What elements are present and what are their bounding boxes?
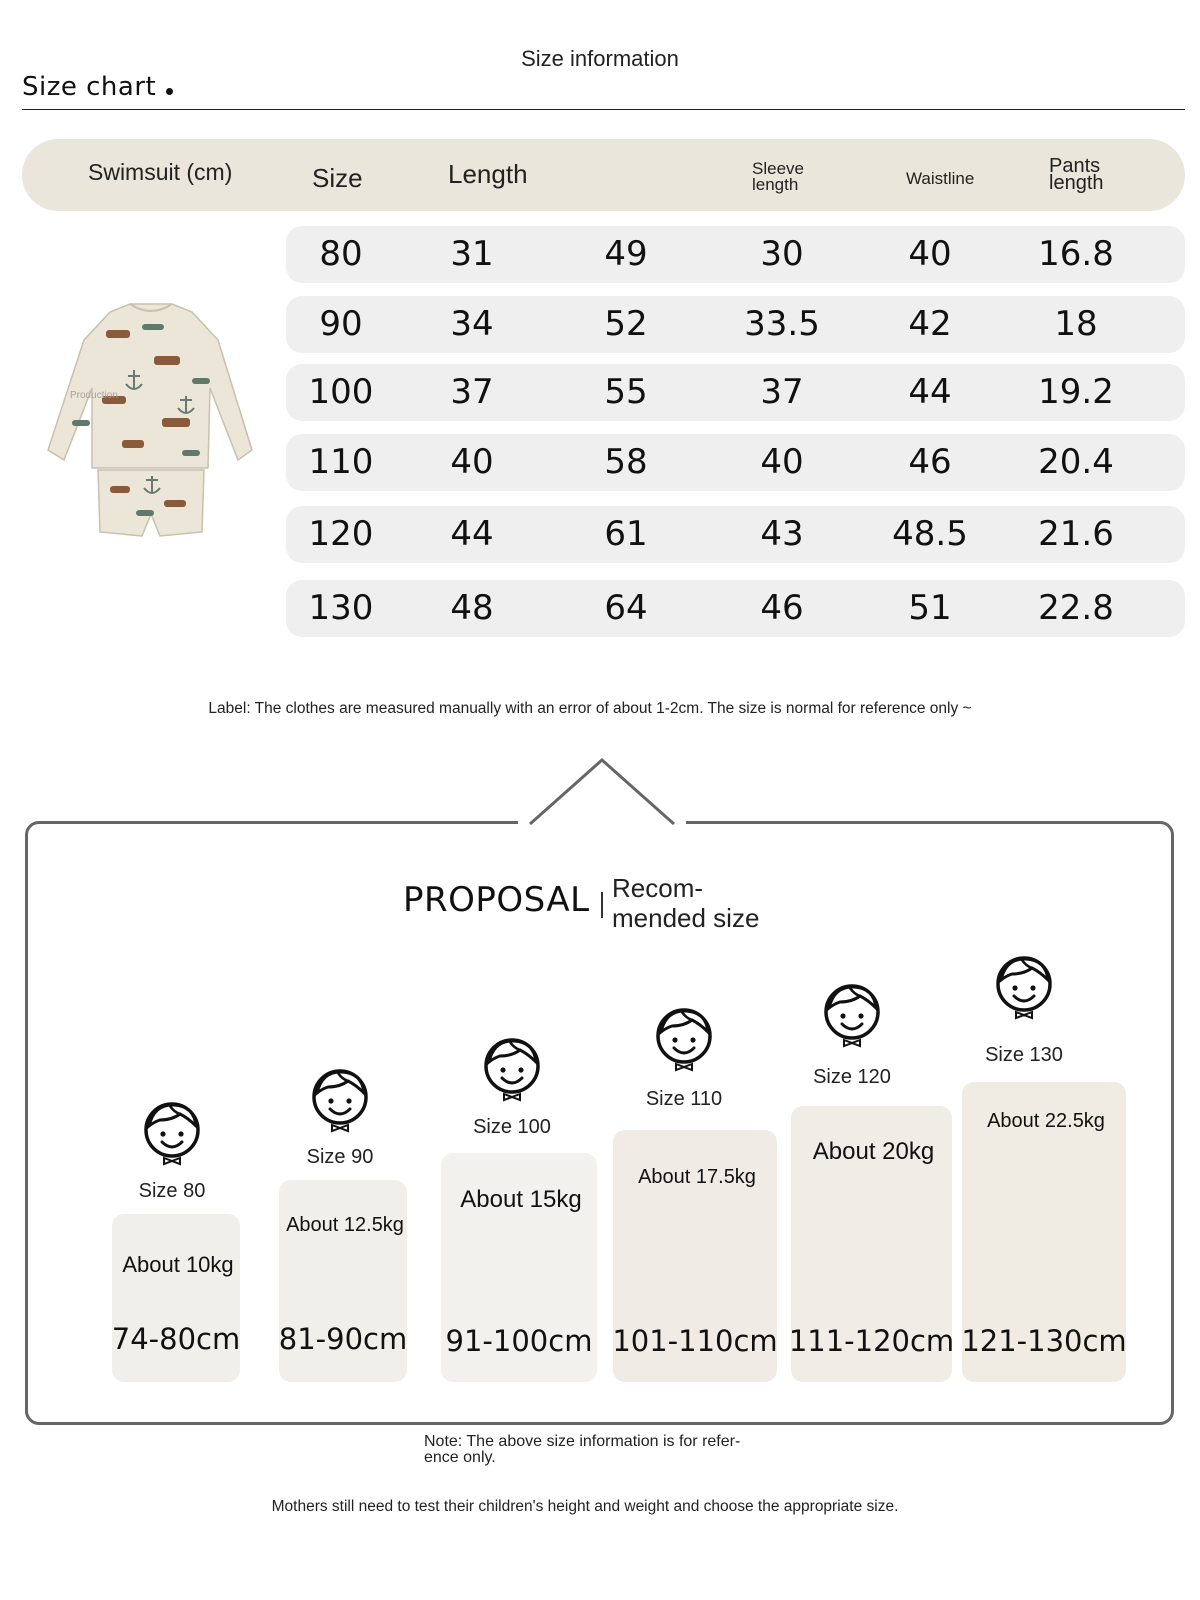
- size-card: [112, 1214, 240, 1382]
- header-swimsuit: Swimsuit (cm): [88, 159, 233, 185]
- reference-note: Note: The above size information is for refer- ence only.: [424, 1433, 741, 1466]
- section-title: Size chart: [22, 72, 157, 102]
- child-face-icon: [308, 1065, 372, 1133]
- child-face-icon: [652, 1004, 716, 1072]
- table-cell: 48: [450, 588, 494, 628]
- proposal-title: PROPOSAL: [403, 880, 590, 920]
- height-range-text: 101-110cm: [612, 1324, 778, 1358]
- table-row: [286, 434, 1185, 491]
- watermark-text: Production: [70, 390, 118, 401]
- table-cell: 20.4: [1038, 442, 1114, 482]
- weight-text: About 15kg: [460, 1186, 582, 1213]
- title-separator: [601, 892, 603, 918]
- header-waistline: Waistline: [906, 169, 975, 188]
- divider: [22, 109, 1185, 110]
- table-cell: 49: [604, 234, 648, 274]
- weight-text: About 10kg: [122, 1252, 234, 1277]
- table-cell: 37: [450, 372, 494, 412]
- height-range-text: 74-80cm: [111, 1322, 241, 1356]
- table-cell: 31: [450, 234, 494, 274]
- child-face-icon: [140, 1098, 204, 1166]
- table-cell: 61: [604, 514, 648, 554]
- table-cell: 55: [604, 372, 648, 412]
- weight-text: About 12.5kg: [286, 1214, 404, 1236]
- table-row: [286, 580, 1185, 637]
- table-cell: 64: [604, 588, 648, 628]
- size-label: Size 130: [985, 1044, 1063, 1066]
- child-face-icon: [992, 952, 1056, 1020]
- table-cell: 34: [450, 304, 494, 344]
- table-cell: 90: [319, 304, 363, 344]
- table-header: [22, 139, 1185, 211]
- table-cell: 21.6: [1038, 514, 1114, 554]
- size-label: Size 90: [306, 1146, 374, 1168]
- table-row: [286, 364, 1185, 421]
- table-cell: 43: [760, 514, 804, 554]
- height-range-text: 91-100cm: [445, 1324, 593, 1358]
- table-cell: 130: [308, 588, 374, 628]
- table-cell: 52: [604, 304, 648, 344]
- table-row: [286, 226, 1185, 283]
- weight-text: About 17.5kg: [638, 1166, 756, 1188]
- header-pants-length: Pants length: [1049, 155, 1104, 194]
- table-row: [286, 506, 1185, 563]
- table-cell: 42: [908, 304, 952, 344]
- table-cell: 44: [908, 372, 952, 412]
- child-face-icon: [480, 1034, 544, 1102]
- table-cell: 16.8: [1038, 234, 1114, 274]
- proposal-subtitle: Recom- mended size: [612, 873, 760, 933]
- table-cell: 120: [308, 514, 374, 554]
- frame-notch: [510, 758, 694, 828]
- table-cell: 46: [760, 588, 804, 628]
- table-cell: 110: [308, 442, 374, 482]
- height-range-text: 81-90cm: [278, 1322, 408, 1356]
- height-range-text: 111-120cm: [788, 1324, 955, 1358]
- table-cell: 40: [760, 442, 804, 482]
- table-cell: 19.2: [1038, 372, 1114, 412]
- header-size: Size: [312, 163, 363, 193]
- table-cell: 51: [908, 588, 952, 628]
- header-length: Length: [448, 159, 528, 189]
- table-cell: 18: [1054, 304, 1098, 344]
- table-cell: 40: [908, 234, 952, 274]
- bullet-dot: [166, 88, 173, 95]
- header-sleeve-length: Sleeve length: [752, 159, 804, 194]
- child-face-icon: [820, 980, 884, 1048]
- table-cell: 46: [908, 442, 952, 482]
- table-cell: 40: [450, 442, 494, 482]
- table-cell: 30: [760, 234, 804, 274]
- table-cell: 80: [319, 234, 363, 274]
- page-title: Size information: [521, 46, 679, 71]
- advice-note: Mothers still need to test their children's height and weight and choose the appropriate size.: [271, 1498, 899, 1515]
- size-label: Size 100: [473, 1116, 551, 1138]
- swimsuit-illustration: [42, 300, 260, 552]
- table-cell: 37: [760, 372, 804, 412]
- weight-text: About 20kg: [812, 1138, 935, 1165]
- weight-text: About 22.5kg: [987, 1110, 1105, 1132]
- table-cell: 58: [604, 442, 648, 482]
- table-row: [286, 296, 1185, 353]
- table-cell: 33.5: [744, 304, 820, 344]
- size-label: Size 110: [645, 1088, 723, 1110]
- table-cell: 48.5: [892, 514, 968, 554]
- height-range-text: 121-130cm: [961, 1324, 1127, 1358]
- size-label: Size 120: [813, 1066, 891, 1088]
- table-cell: 100: [308, 372, 374, 412]
- size-label: Size 80: [138, 1180, 206, 1202]
- measurement-note: Label: The clothes are measured manually with an error of about 1-2cm. The size is normal for reference only ~: [208, 700, 972, 717]
- table-cell: 22.8: [1038, 588, 1114, 628]
- table-cell: 44: [450, 514, 494, 554]
